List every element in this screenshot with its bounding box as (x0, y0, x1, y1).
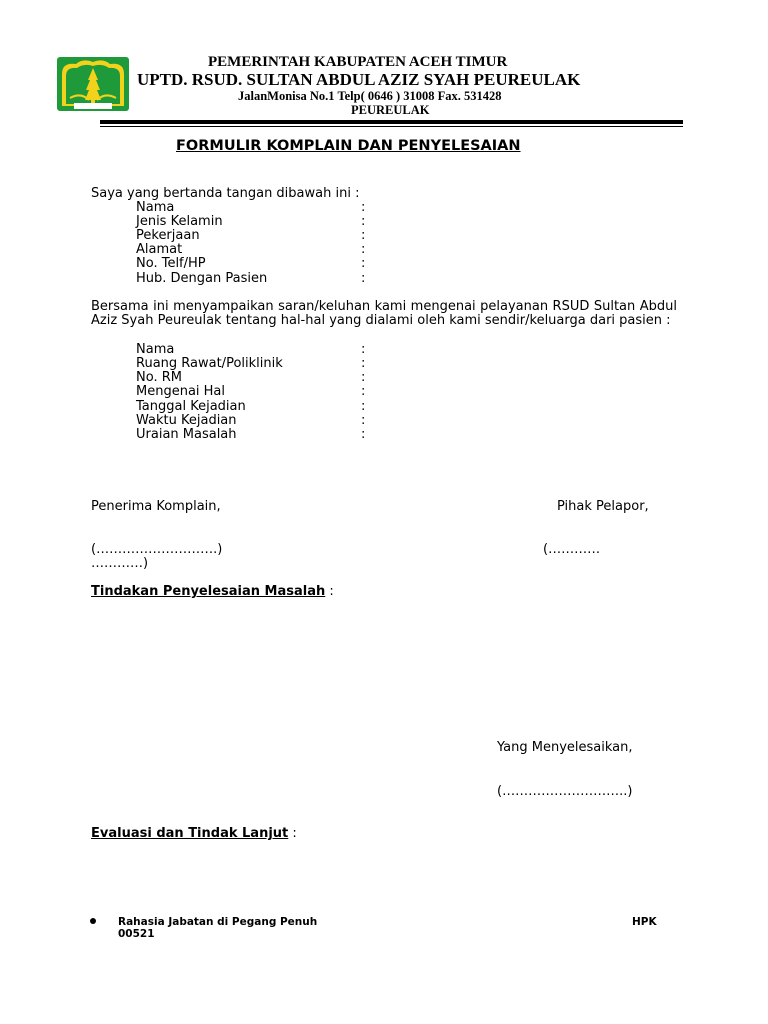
header-divider-thick (100, 120, 683, 124)
resolution-heading-row (91, 584, 334, 599)
field-colon: : (361, 256, 366, 271)
footer-code-right: HPK (632, 916, 657, 928)
evaluation-heading: Evaluasi dan Tindak Lanjut (91, 826, 289, 841)
hospital-city: PEUREULAK (351, 103, 430, 117)
field-label: Tanggal Kejadian (136, 399, 246, 414)
field-label: Waktu Kejadian (136, 413, 237, 428)
receiver-label: Penerima Komplain, (91, 499, 221, 514)
form-title: FORMULIR KOMPLAIN DAN PENYELESAIAN (176, 138, 521, 154)
footer-note: Rahasia Jabatan di Pegang Penuh (118, 916, 318, 928)
field-colon: : (361, 342, 366, 357)
hospital-name: UPTD. RSUD. SULTAN ABDUL AZIZ SYAH PEUREULAK (137, 70, 581, 89)
field-label: Alamat (136, 242, 183, 257)
evaluation-colon: : (288, 826, 297, 841)
field-label: Ruang Rawat/Poliklinik (136, 356, 283, 371)
header-divider-thin (100, 126, 683, 127)
field-colon: : (361, 413, 366, 428)
resolver-signature-line: (………………………..) (497, 784, 633, 799)
hospital-address: JalanMonisa No.1 Telp( 0646 ) 31008 Fax. 531428 (238, 89, 502, 103)
footer-code-left: 00521 (118, 928, 155, 940)
field-colon: : (361, 228, 366, 243)
field-colon: : (361, 384, 366, 399)
resolution-colon: : (325, 584, 334, 599)
receiver-signature-line: (……………………….) (91, 542, 223, 557)
reporter-signature-line-cont: …………) (91, 556, 149, 571)
field-colon: : (361, 399, 366, 414)
resolution-heading: Tindakan Penyelesaian Masalah (91, 584, 326, 599)
complaint-paragraph: Bersama ini menyampaikan saran/keluhan kami mengenai pelayanan RSUD Sultan Abdul Aziz Syah Peureulak tentang hal-hal yang dialami oleh kami sendir/keluarga dari pasien : (91, 299, 677, 329)
field-label: Uraian Masalah (136, 427, 237, 442)
field-label: Pekerjaan (136, 228, 200, 243)
field-colon: : (361, 200, 366, 215)
field-label: Nama (136, 342, 175, 357)
field-label: Mengenai Hal (136, 384, 226, 399)
resolver-label: Yang Menyelesaikan, (497, 740, 633, 755)
field-label: No. RM (136, 370, 182, 385)
reporter-label: Pihak Pelapor, (557, 499, 649, 514)
field-label: Hub. Dengan Pasien (136, 271, 268, 286)
field-colon: : (361, 427, 366, 442)
field-label: Jenis Kelamin (136, 214, 223, 229)
hospital-logo (56, 56, 130, 112)
field-colon: : (361, 242, 366, 257)
field-colon: : (361, 214, 366, 229)
government-name: PEMERINTAH KABUPATEN ACEH TIMUR (208, 54, 508, 70)
intro-text: Saya yang bertanda tangan dibawah ini : (91, 186, 360, 201)
field-label: No. Telf/HP (136, 256, 206, 271)
evaluation-heading-row (91, 826, 297, 841)
field-label: Nama (136, 200, 175, 215)
field-colon: : (361, 356, 366, 371)
field-colon: : (361, 271, 366, 286)
field-colon: : (361, 370, 366, 385)
bullet-icon (90, 918, 96, 924)
reporter-signature-line: (………… (543, 542, 601, 557)
